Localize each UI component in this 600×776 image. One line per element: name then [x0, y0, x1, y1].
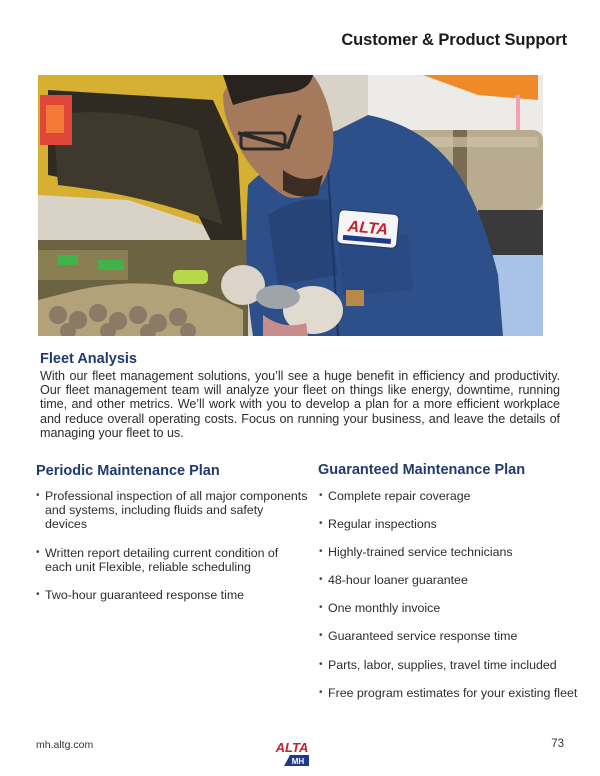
page-header-title: Customer & Product Support [341, 31, 567, 49]
periodic-plan-title: Periodic Maintenance Plan [36, 463, 220, 479]
alta-logo-icon [272, 739, 312, 767]
fleet-analysis-title: Fleet Analysis [40, 351, 137, 367]
periodic-plan-list [36, 489, 308, 616]
list-item: • Professional inspection of all major components and systems, including fluids and safety devices [36, 489, 308, 532]
photo-illustration [38, 75, 543, 336]
logo-alta-text: ALTA [275, 740, 309, 755]
list-item: • Highly-trained service technicians [319, 545, 579, 559]
logo-mh-text: MH [291, 757, 305, 766]
list-item: • One monthly invoice [319, 601, 579, 615]
list-item: • Parts, labor, supplies, travel time included [319, 658, 579, 672]
list-item: • Guaranteed service response time [319, 629, 579, 643]
fleet-analysis-body: With our fleet management solutions, you’ll see a huge benefit in efficiency and productivity. Our fleet management team will analyze your fleet on things like energy, downtime, running time, and other metrics. We’ll work with you to develop a plan for a more efficient workplace and reduce overall operating costs. Focus on running your business, and leave the details of managing your fleet to us. [40, 369, 560, 440]
list-item: • Complete repair coverage [319, 489, 579, 503]
list-item: • 48-hour loaner guarantee [319, 573, 579, 587]
footer-url: mh.altg.com [36, 739, 94, 751]
page-number: 73 [551, 738, 564, 750]
guaranteed-plan-list [319, 489, 579, 714]
guaranteed-plan-title: Guaranteed Maintenance Plan [318, 462, 526, 478]
list-item: • Written report detailing current condition of each unit Flexible, reliable scheduling [36, 546, 308, 574]
list-item: • Two-hour guaranteed response time [36, 588, 308, 602]
list-item: • Free program estimates for your existing fleet [319, 686, 579, 700]
technician-photo [38, 75, 543, 336]
list-item: • Regular inspections [319, 517, 579, 531]
svg-text:ALTA: ALTA [347, 218, 389, 239]
alta-mh-logo [272, 739, 312, 767]
